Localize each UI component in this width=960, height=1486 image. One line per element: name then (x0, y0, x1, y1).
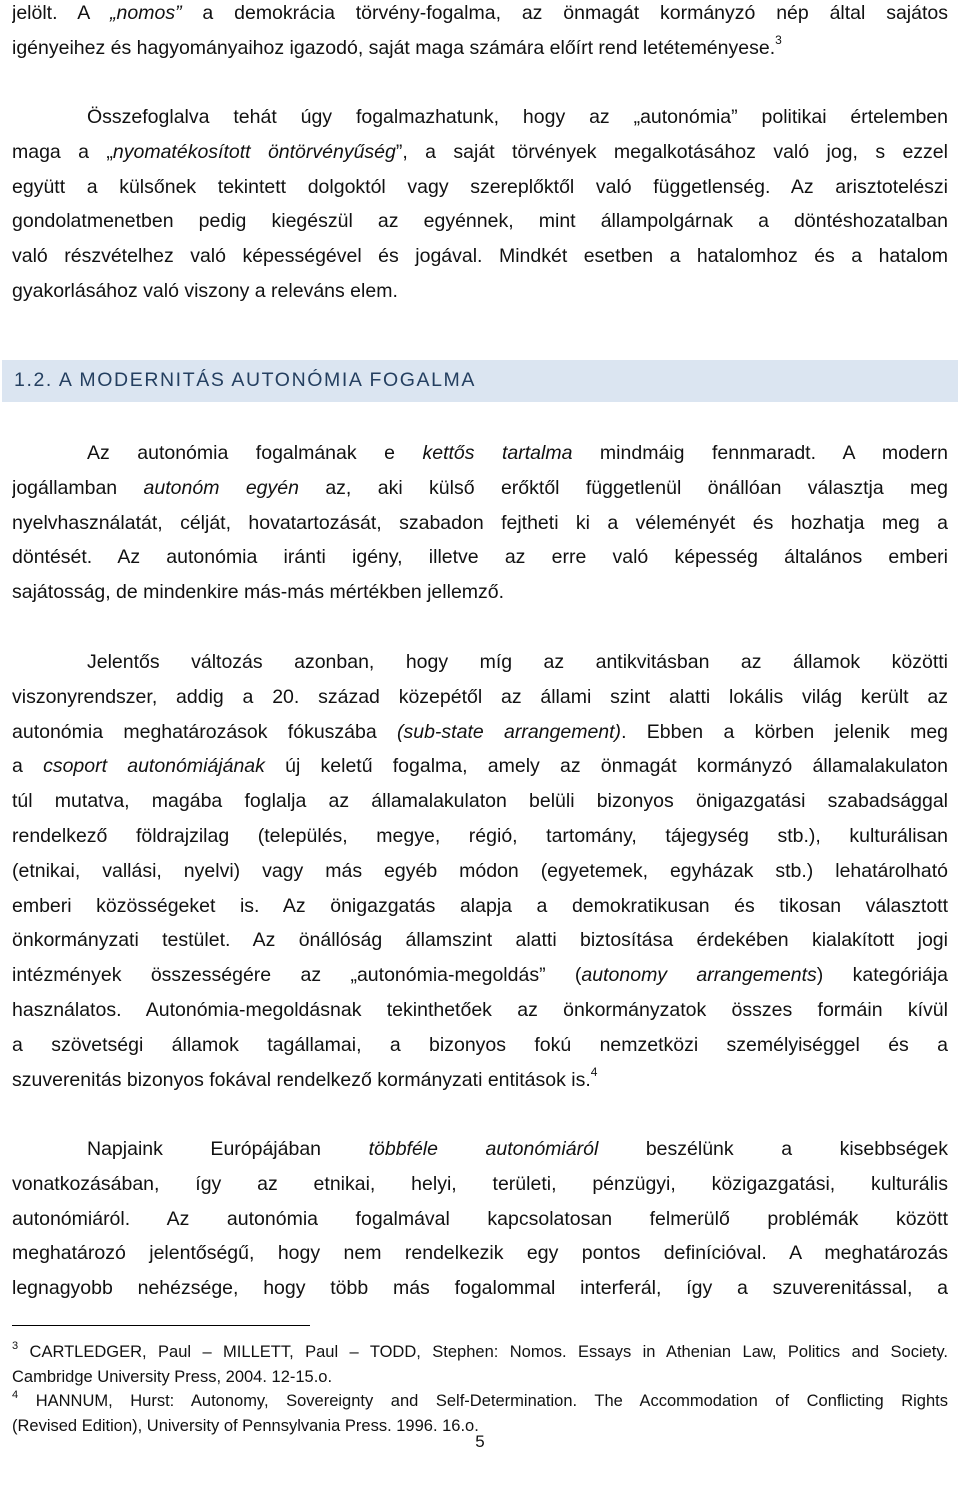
text-line: gyakorlásához való viszony a releváns elem. (12, 279, 398, 302)
text-line: emberi közösségeket is. Az önigazgatás alapja a demokratikusan és tikosan választott (12, 894, 948, 917)
footnote-number: 3 (12, 1340, 19, 1352)
section-heading-bar (2, 360, 958, 402)
text-line: Jelentős változás azonban, hogy míg az antikvitásban az államok közötti (87, 651, 948, 673)
text-line: meghatározó jelentőségű, hogy nem rendelkezik egy pontos definícióval. A meghatározás (12, 1242, 948, 1265)
text-line: maga a „nyomatékosított öntörvényűség”, a saját törvények megalkotásához való jog, s ezzel (12, 140, 948, 163)
text-line: viszonyrendszer, addig a 20. század közepétől az állami szint alatti lokális világ került az (12, 685, 948, 708)
text-line: nyelvhasználatát, célját, hovatartozását, szabadon fejtheti ki a véleményét és hozhatja meg a (12, 511, 948, 534)
text-line: való részvételhez való képességével és jogával. Mindkét esetben a hatalomhoz és a hatalom (12, 245, 948, 268)
footnote-number: 4 (12, 1389, 19, 1401)
emphasis: többféle autonómiáról (368, 1138, 599, 1160)
text-line: döntését. Az autonómia iránti igény, illetve az erre való képesség általános emberi (12, 546, 948, 569)
text-line: önkormányzati testület. Az önállóság államszint alatti biztosítása érdekében kialakított jogi (12, 929, 948, 952)
paragraph-group-autonomy (12, 645, 948, 1097)
paragraph-intro (12, 0, 948, 66)
text-line: Összefoglalva tehát úgy fogalmazhatunk, hogy az „autonómia” politikai értelemben (87, 106, 948, 128)
text-line: sajátosság, de mindenkire más-más mértékben jellemző. (12, 581, 505, 604)
text-line: intézmények összességére az „autonómia-megoldás” (autonomy arrangements) kategóriája (12, 964, 948, 987)
text-line: túl mutatva, magába foglalja az államalakulaton belüli bizonyos önigazgatási szabadsággal (12, 790, 948, 813)
text-line: gondolatmenetben pedig kiegészül az egyénnek, mint állampolgárnak a döntéshozatalban (12, 210, 948, 233)
text-line: jelölt. A „nomos” a demokrácia törvény-fogalma, az önmagát kormányzó nép által sajátos (12, 2, 948, 24)
text-line: együtt a külsőnek tekintett dolgoktól vagy szereplőktől való függetlenség. Az arisztotelészi (12, 175, 948, 198)
text-line: (etnikai, vallási, nyelvi) vagy más egyéb módon (egyetemek, egyházak stb.) lehatárolható (12, 859, 948, 882)
text-line: igényeihez és hagyományaihoz igazodó, saját maga számára előírt rend letéteményese.$^3$ (12, 32, 782, 59)
emphasis: autonomy arrangements (581, 964, 817, 987)
footnote-line: $^3$ CARTLEDGER, Paul – MILLETT, Paul – TODD, Stephen: Nomos. Essays in Athenian Law, Politics and Society. (12, 1340, 948, 1361)
text-line: a szövetségi államok tagállamai, a bizonyos fokú nemzetközi személyiséggel és a (12, 1033, 948, 1056)
emphasis: (sub-state arrangement) (397, 720, 622, 743)
text-line: használatos. Autonómia-megoldásnak tekinthetőek az önkormányzatok összes formáin kívül (12, 998, 948, 1021)
section-heading: 1.2. A MODERNITÁS AUTONÓMIA FOGALMA (14, 369, 476, 391)
footnote-ref[interactable]: 3 (775, 32, 782, 47)
text-line: vonatkozásában, így az etnikai, helyi, területi, pénzügyi, közigazgatási, kulturális (12, 1172, 948, 1195)
text-line: szuverenitás bizonyos fokával rendelkező kormányzati entitások is.$^4$ (12, 1064, 598, 1091)
text-line: autonómia meghatározások fókuszába (sub-state arrangement). Ebben a körben jelenik meg (12, 720, 948, 743)
paragraph-dual-content (12, 436, 948, 610)
paragraph-summary (12, 100, 948, 309)
page-number: 5 (475, 1432, 485, 1451)
text-line: Az autonómia fogalmának e kettős tartalma mindmáig fennmaradt. A modern (87, 442, 948, 464)
emphasis: autonóm egyén (143, 476, 299, 499)
text-line: a csoport autonómiájának új keletű fogalma, amely az önmagát kormányzó államalakulaton (12, 755, 948, 778)
text-line: rendelkező földrajzilag (település, megye, régió, tartomány, tájegység stb.), kulturálisan (12, 824, 948, 847)
emphasis: „nomos” (110, 2, 182, 24)
emphasis: kettős tartalma (422, 442, 573, 464)
footnote-line: Cambridge University Press, 2004. 12-15.o. (12, 1368, 333, 1386)
footnote-3 (12, 1340, 948, 1390)
text-line: jogállamban autonóm egyén az, aki külső erőktől függetlenül önállóan választja meg (12, 476, 948, 499)
text-line: Napjaink Európájában többféle autonómiáról beszélünk a kisebbségek (87, 1138, 948, 1160)
footnote-line: $^4$ HANNUM, Hurst: Autonomy, Sovereignty and Self-Determination. The Accommodation of Conflicting Rights (12, 1389, 948, 1410)
footnote-ref[interactable]: 4 (590, 1064, 598, 1079)
footnote-separator (12, 1325, 310, 1326)
emphasis: nyomatékosított öntörvényűség (112, 140, 396, 163)
footnote-line: (Revised Edition), University of Pennsylvania Press. 1996. 16.o. (12, 1417, 479, 1435)
emphasis: csoport autonómiájának (43, 755, 265, 778)
text-line: legnagyobb nehézsége, hogy több más fogalommal interferál, így a szuverenitással, a (12, 1277, 948, 1300)
text-line: autonómiáról. Az autonómia fogalmával kapcsolatosan felmerülő problémák között (12, 1207, 948, 1230)
paragraph-europe (12, 1132, 948, 1306)
